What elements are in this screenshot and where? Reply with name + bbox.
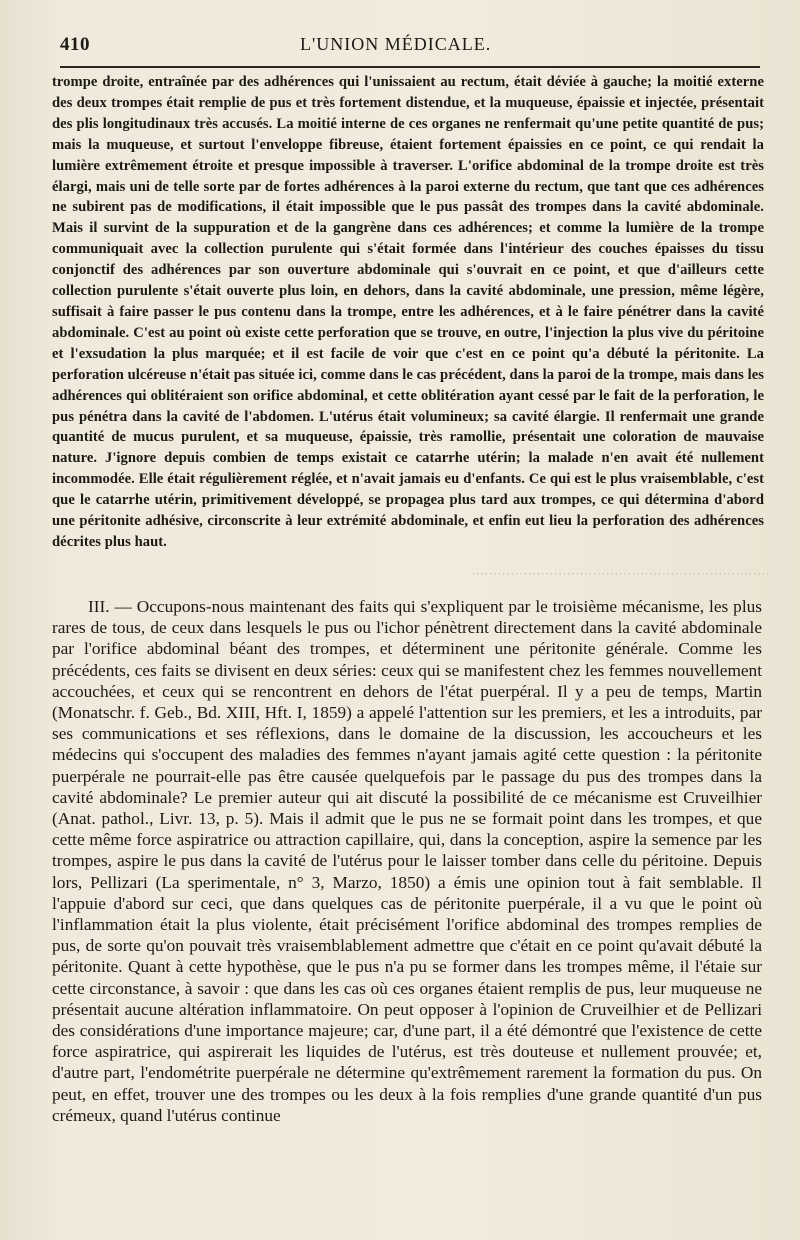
bleed-through-text: ·····································································: [471, 566, 770, 581]
case-report-section: [52, 72, 764, 553]
body-paragraph-2: III. — Occupons-nous maintenant des faits qui s'expliquent par le troisième mécanisme, les plus rares de tous, de ceux dans lesquels le pus ou l'ichor pénètrent directement dans la cavité abdominale par l'orifice abdominal béant des trompes, et déterminent une péritonite générale. Comme les précédents, ces faits se divisent en deux séries: ceux qui se manifestent chez les femmes nouvellement accouchées, et ceux qui se rencontrent en dehors de l'état puerpéral. Il y a peu de temps, Martin (Monatschr. f. Geb., Bd. XIII, Hft. I, 1859) a appelé l'attention sur les premiers, et les a introduits, par ses communications et ses réflexions, dans le domaine de la discussion, les accoucheurs et les médecins qui s'occupent des maladies des femmes n'ayant jamais agité cette question : la péritonite puerpérale ne pourrait-elle pas être causée quelquefois par le passage du pus des trompes dans la cavité abdominale? Le premier auteur qui ait discuté la possibilité de ce mécanisme est Cruveilhier (Anat. pathol., Livr. 13, p. 5). Mais il admit que le pus ne se formait point dans les trompes, et que cette même force aspiratrice ou attraction capillaire, qui, dans la conception, aspire la semence par les trompes, aspire le pus dans la cavité de l'utérus pour le laisser tomber dans celle du péritoine. Depuis lors, Pellizari (La sperimentale, n° 3, Marzo, 1850) a émis une opinion tout à fait semblable. Il l'appuie d'abord sur ceci, que dans quelques cas de péritonite puerpérale, il a vu que le point où l'inflammation était la plus violente, était précisément l'orifice abdominal des trompes remplies de pus, de sorte qu'on pouvait très vraisemblablement admettre que c'était en ce point qu'avait débuté la péritonite. Quant à cette hypothèse, que le pus n'a pu se former dans les trompes même, il l'étaie sur cette circonstance, à savoir : que dans les cas où ces organes étaient remplis de pus, leur muqueuse ne présentait aucune altération inflammatoire. On peut opposer à l'opinion de Cruveilhier et de Pellizari des considérations d'une importance majeure; car, d'une part, il a été démontré que l'existence de cette force aspiratrice, qui aspirerait les liquides de l'utérus, est très douteuse et nullement prouvée; et, d'autre part, l'endométrite puerpérale ne détermine qu'extrêmement rarement la formation du pus. On peut, en effet, trouver une des trompes ou les deux à la fois remplies d'une grande quantité d'un pus crémeux, quand l'utérus continue: [52, 597, 762, 1125]
running-title: L'UNION MÉDICALE.: [300, 34, 492, 54]
mechanism-section: [52, 596, 762, 1126]
body-paragraph-1: trompe droite, entraînée par des adhérences qui l'unissaient au rectum, était déviée à gauche; la moitié externe des deux trompes était remplie de pus et très fortement distendue, et la muqueuse, épaissie et injectée, présentait des plis longitudinaux très accusés. La moitié interne de ces organes ne renfermait qu'une petite quantité de pus; mais la muqueuse, et surtout l'enveloppe fibreuse, étaient fortement épaissies en ce point, ce qui rendait la lumière extrêmement étroite et presque impossible à traverser. L'orifice abdominal de la trompe droite est très élargi, mais uni de telle sorte par de fortes adhérences à la paroi externe du rectum, que tant que ces adhérences ne subirent pas de modifications, il était impossible que le pus passât des trompes dans la cavité abdominale. Mais il survint de la suppuration et de la gangrène dans ces adhérences; et comme la lumière de la trompe communiquait avec la collection purulente qui s'était formée dans l'intérieur des couches épaisses du tissu conjonctif des adhérences par son ouverture abdominale qui s'ouvrait en ce point, et que d'ailleurs cette collection purulente s'était ouverte plus loin, en dehors, dans la cavité abdominale, une pression, même légère, suffisait à faire passer le pus contenu dans la trompe, entre les adhérences, et à le faire pénétrer dans la cavité abdominale. C'est au point où existe cette perforation que se trouve, en outre, l'injection la plus vive du péritoine et l'exsudation la plus marquée; et il est facile de voir que c'est en ce point qu'a débuté la péritonite. La perforation ulcéreuse n'était pas située ici, comme dans le cas précédent, dans la paroi de la trompe, mais dans les adhérences qui oblitéraient son orifice abdominal, et cette oblitération ayant cessé par le fait de la perforation, le pus pénétra dans la cavité de l'abdomen. L'utérus était volumineux; sa cavité élargie. Il renfermait une grande quantité de mucus purulent, et sa muqueuse, épaissie, très ramollie, présentait une coloration de mauvaise nature. J'ignore depuis combien de temps existait ce catarrhe utérin; la malade n'en avait été nullement incommodée. Elle était régulièrement réglée, et n'avait jamais eu d'enfants. Ce qui est le plus vraisemblable, c'est que le catarrhe utérin, primitivement développé, se propagea plus tard aux trompes, ce qui détermina d'abord une péritonite adhésive, circonscrite à leur extrémité abdominale, et enfin eut lieu la perforation des adhérences décrites plus haut.: [52, 74, 764, 550]
header-rule: [60, 66, 760, 68]
page-header: [60, 30, 760, 60]
page-number: 410: [60, 34, 90, 55]
